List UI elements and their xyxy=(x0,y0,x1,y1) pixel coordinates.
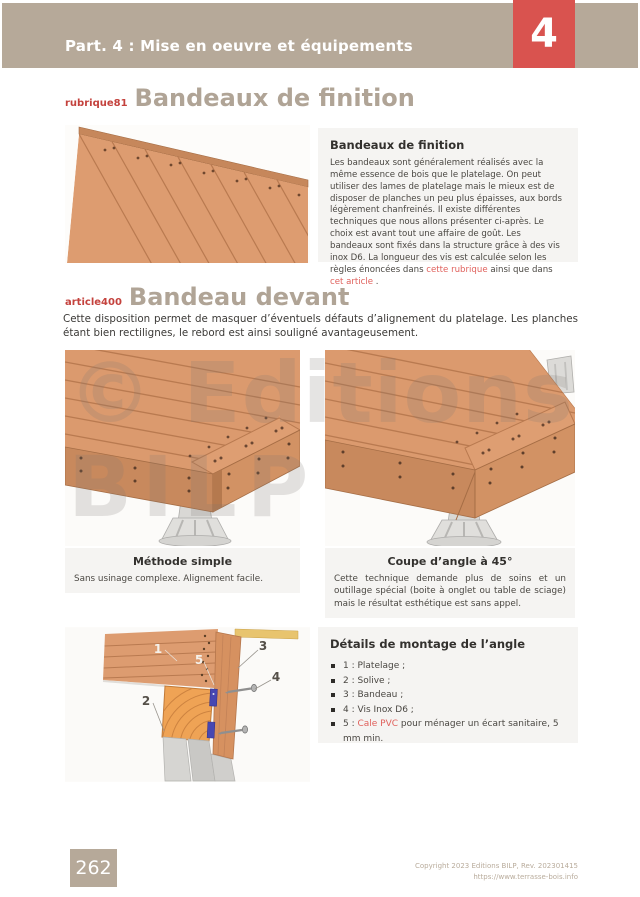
miter-corner-illustration xyxy=(325,350,575,546)
article-tag: article400 xyxy=(65,297,122,308)
figure-simple-method xyxy=(65,350,300,546)
page-number: 262 xyxy=(70,849,117,887)
list-item-text: 2 : Solive ; xyxy=(343,675,391,686)
list-item-text: pour ménager un écart sanitaire, 5 mm min. xyxy=(343,719,559,744)
deck-edge-illustration xyxy=(65,125,310,263)
article-intro: Cette disposition permet de masquer d’éventuels défauts d’alignement du platelage. Les planches étant bien rectilignes, le rebord est ainsi souligné avantageusement. xyxy=(63,313,578,339)
diagram-label-2: 2 xyxy=(141,694,151,708)
chapter-number-badge: 4 xyxy=(513,0,575,68)
figure-miter-method xyxy=(325,350,575,546)
header-title: Part. 4 : Mise en oeuvre et équipements xyxy=(65,37,413,55)
info-box xyxy=(318,128,578,287)
list-item-text: 3 : Bandeau ; xyxy=(343,690,404,701)
list-item xyxy=(330,659,566,674)
list-item xyxy=(330,674,566,689)
list-item xyxy=(330,688,566,703)
info-text-part1: Les bandeaux sont généralement réalisés avec la même essence de bois que le platelage. On peut utiliser des lames de platelage mais le mieux est de disposer de planches un peu plus épaisses, aux bords légèrement chanfreinés. Il existe différentes techniques que nous allons présenter ci-après. Le choix est avant tout une affaire de goût. Les bandeaux sont fixés dans la structure grâce à des vis inox D6. La longueur des vis est calculée selon les règles énoncées dans xyxy=(330,158,562,275)
caption-miter-text: Cette technique demande plus de soins et un outillage spécial (boite à onglet ou table de sciage) mais le résultat esthétique est sans appel. xyxy=(334,574,566,609)
details-box xyxy=(318,627,578,743)
caption-simple-title: Méthode simple xyxy=(132,555,233,568)
list-item-text: 5 : xyxy=(343,719,358,730)
link-cale-pvc[interactable]: Cale PVC xyxy=(357,719,399,730)
list-item xyxy=(330,717,566,746)
link-cet-article[interactable]: cet article xyxy=(330,276,374,287)
details-list xyxy=(330,659,566,746)
diagram-label-1: 1 xyxy=(153,642,163,656)
copyright-line2: https://www.terrasse-bois.info xyxy=(473,872,578,881)
diagram-label-5: 5 xyxy=(194,653,204,667)
wall-plank xyxy=(235,629,298,639)
figure-deck-edge xyxy=(65,125,310,263)
link-cette-rubrique[interactable]: cette rubrique xyxy=(426,264,488,275)
caption-simple-text: Sans usinage complexe. Alignement facile. xyxy=(74,574,264,584)
section-title: Bandeaux de finition xyxy=(134,84,415,112)
details-box-title: Détails de montage de l’angle xyxy=(330,637,526,651)
copyright-block xyxy=(415,861,578,882)
info-text-part3: . xyxy=(373,276,379,287)
caption-miter-title: Coupe d’angle à 45° xyxy=(387,555,513,568)
simple-corner-illustration xyxy=(65,350,300,546)
diagram-label-4: 4 xyxy=(271,670,281,684)
assembly-detail-diagram xyxy=(65,627,310,782)
watermark-line1: © Editions xyxy=(68,352,575,442)
caption-simple xyxy=(65,548,300,593)
list-item-text: 1 : Platelage ; xyxy=(343,661,406,671)
info-box-text xyxy=(330,158,566,288)
list-item xyxy=(330,703,566,718)
section-heading xyxy=(65,84,415,112)
figure-assembly-detail xyxy=(65,627,310,782)
list-item-text: 4 : Vis Inox D6 ; xyxy=(343,704,414,715)
article-heading xyxy=(65,283,349,311)
info-text-part2: ainsi que dans xyxy=(487,264,553,275)
caption-miter xyxy=(325,548,575,618)
article-title: Bandeau devant xyxy=(128,283,350,311)
section-tag: rubrique81 xyxy=(65,98,128,109)
watermark-line2: BILP xyxy=(68,438,319,536)
copyright-line1: Copyright 2023 Editions BILP, Rev. 202301415 xyxy=(415,862,578,870)
diagram-label-3: 3 xyxy=(258,639,268,653)
info-box-title: Bandeaux de finition xyxy=(330,138,465,152)
